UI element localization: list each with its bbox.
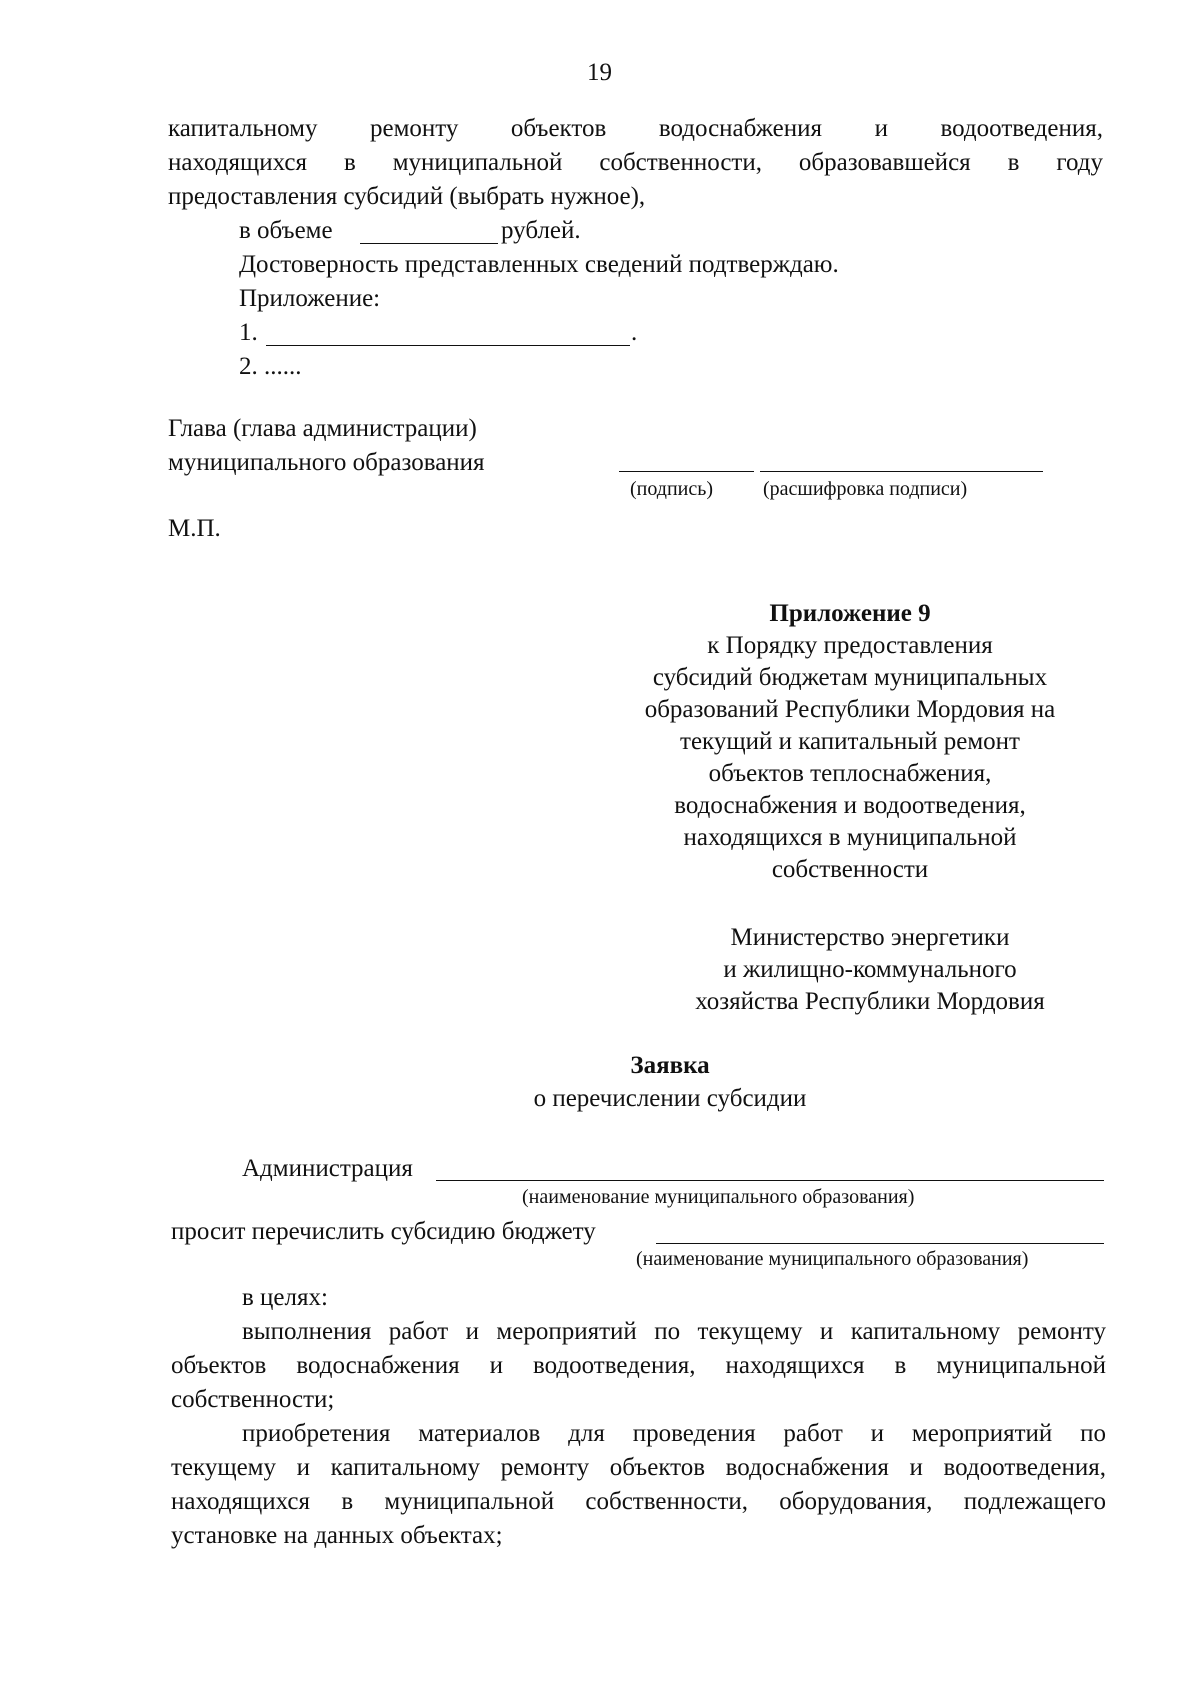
purpose-line: выполнения работ и мероприятий по текущему и капитальному ремонту [242, 1318, 1106, 1345]
attachment-item: 2. ...... [239, 353, 302, 380]
volume-label: в объеме [239, 217, 333, 244]
volume-blank-line [360, 243, 498, 244]
paragraph-line: предоставления субсидий (выбрать нужное), [168, 183, 646, 210]
request-budget-label: просит перечислить субсидию бюджету [171, 1218, 596, 1245]
administration-blank-line [436, 1180, 1104, 1181]
purpose-line: приобретения материалов для проведения работ и мероприятий по [242, 1420, 1106, 1447]
request-subtitle: о перечислении субсидии [533, 1085, 807, 1112]
appendix-title: Приложение 9 [769, 600, 931, 627]
paragraph-line: капитальному ремонту объектов водоснабжения и водоотведения, [168, 115, 1103, 142]
paragraph-line: находящихся в муниципальной собственности, образовавшейся в году [168, 149, 1103, 176]
purpose-line: установке на данных объектах; [171, 1522, 503, 1549]
signature-caption: (подпись) [630, 478, 714, 500]
purpose-label: в целях: [242, 1284, 328, 1311]
appendix-line: субсидий бюджетам муниципальных [652, 664, 1048, 691]
administration-label: Администрация [242, 1155, 413, 1182]
signature-decode-caption: (расшифровка подписи) [763, 478, 968, 500]
attachment-label: Приложение: [239, 285, 381, 312]
attachment-item-end: . [631, 319, 638, 346]
addressee-line: Министерство энергетики [730, 924, 1010, 951]
purpose-line: находящихся в муниципальной собственности, оборудования, подлежащего [171, 1488, 1106, 1515]
volume-unit: рублей. [501, 217, 581, 244]
administration-caption: (наименование муниципального образования) [522, 1186, 915, 1208]
head-title-line: муниципального образования [168, 449, 485, 476]
appendix-line: текущий и капитальный ремонт [680, 728, 1020, 755]
stamp-label: М.П. [168, 515, 221, 542]
appendix-line: собственности [771, 856, 929, 883]
purpose-line: собственности; [171, 1386, 335, 1413]
appendix-line: водоснабжения и водоотведения, [674, 792, 1026, 819]
addressee-line: и жилищно-коммунального [723, 956, 1017, 983]
purpose-line: объектов водоснабжения и водоотведения, находящихся в муниципальной [171, 1352, 1106, 1379]
appendix-line: образований Республики Мордовия на [644, 696, 1056, 723]
head-title-line: Глава (глава администрации) [168, 415, 477, 442]
appendix-line: объектов теплоснабжения, [708, 760, 992, 787]
purpose-line: текущему и капитальному ремонту объектов водоснабжения и водоотведения, [171, 1454, 1106, 1481]
budget-caption: (наименование муниципального образования) [636, 1248, 1029, 1270]
confirmation-text: Достоверность представленных сведений подтверждаю. [239, 251, 839, 278]
appendix-line: к Порядку предоставления [707, 632, 993, 659]
budget-blank-line [656, 1243, 1104, 1244]
page-number: 19 [587, 59, 612, 86]
signature-line [619, 471, 754, 472]
appendix-line: находящихся в муниципальной [683, 824, 1017, 851]
attachment-item-blank-line [266, 345, 630, 346]
signature-decode-line [760, 471, 1043, 472]
attachment-item-number: 1. [239, 319, 258, 346]
request-title: Заявка [630, 1052, 710, 1079]
addressee-line: хозяйства Республики Мордовия [695, 988, 1045, 1015]
